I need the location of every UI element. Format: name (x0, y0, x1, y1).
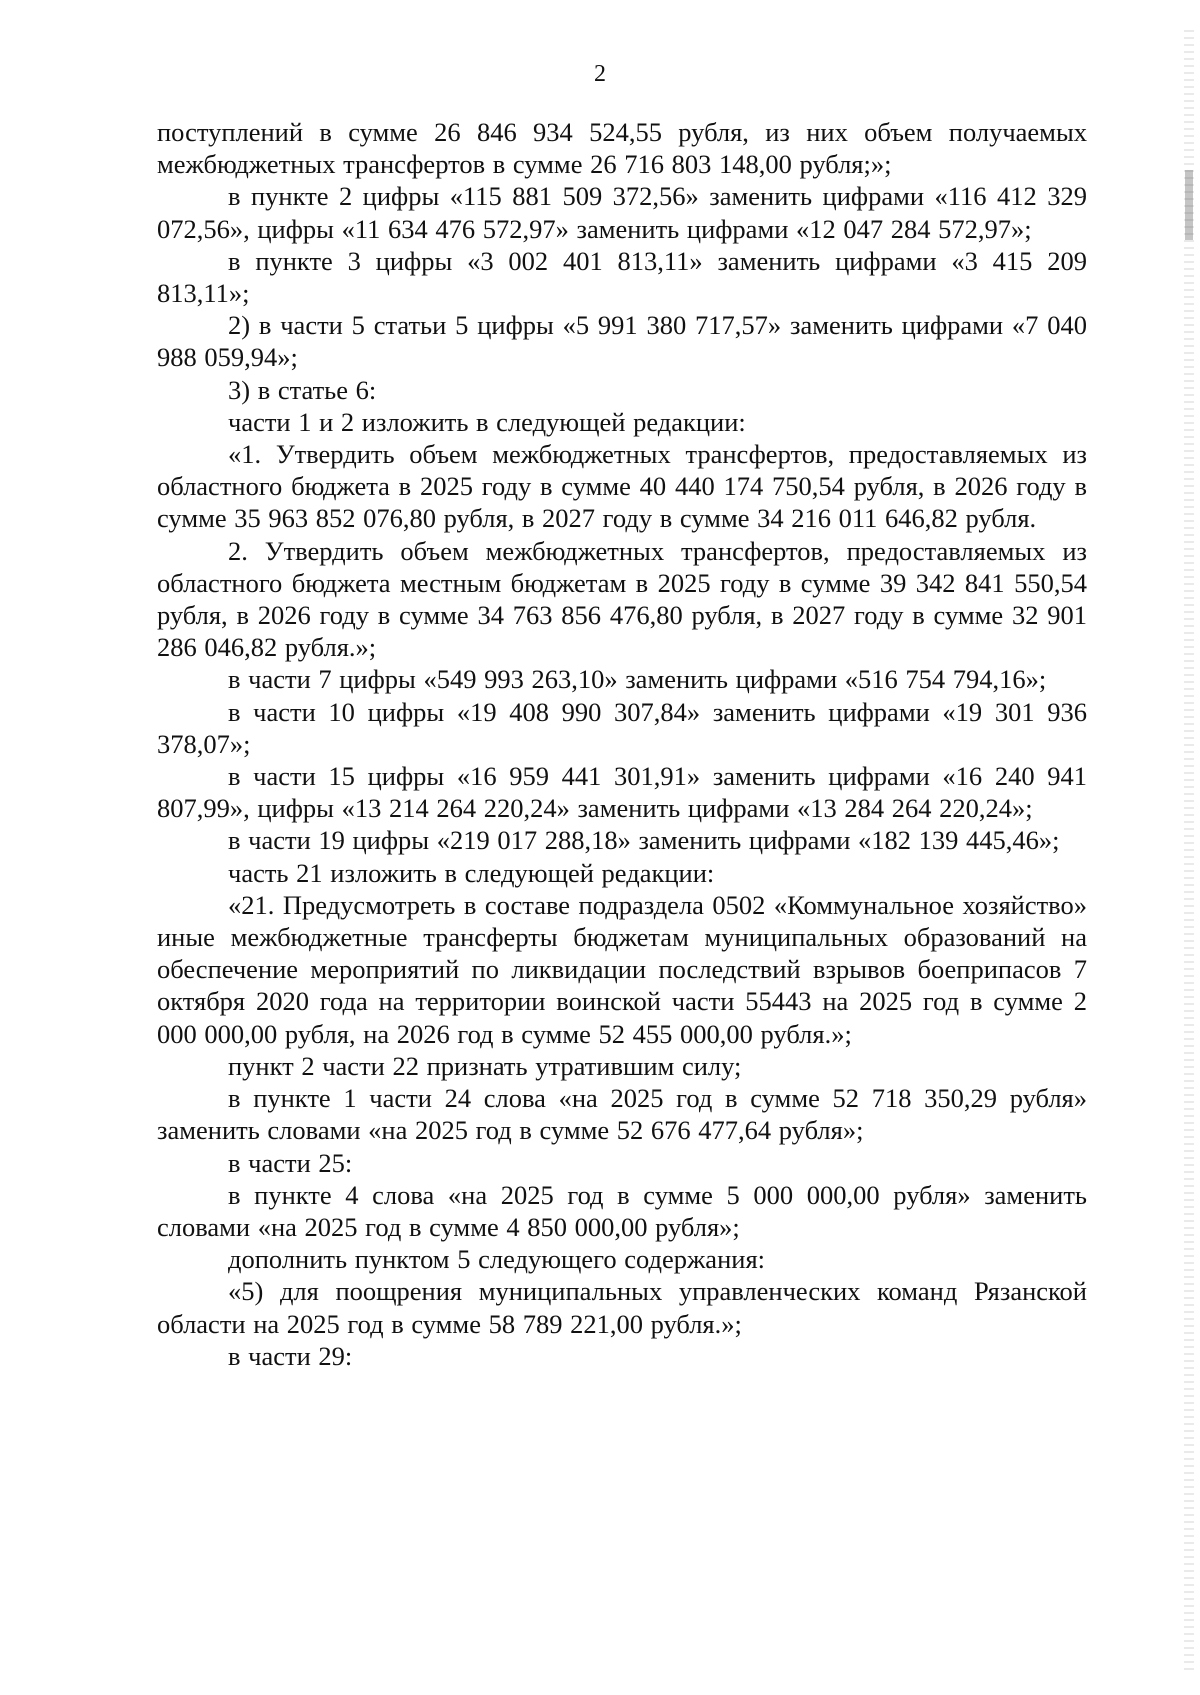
document-body (157, 116, 1087, 1372)
paragraph: дополнить пунктом 5 следующего содержания: (228, 1244, 765, 1275)
paragraph: в части 29: (228, 1340, 353, 1371)
page-number: 2 (594, 61, 606, 87)
paragraph: в пункте 3 цифры «3 002 401 813,11» заменить цифрами «3 415 209 813,11»; (157, 245, 1087, 309)
paragraph: 2. Утвердить объем межбюджетных трансфертов, предоставляемых из областного бюджета местным бюджетам в 2025 году в сумме 39 342 841 550,54 рубля, в 2026 году в сумме 34 763 856 476,80 рубля, в 2027 году в сумме 32 901 286 046,82 рубля.»; (157, 535, 1087, 663)
paragraph: в пункте 2 цифры «115 881 509 372,56» заменить цифрами «116 412 329 072,56», цифры «11 634 476 572,97» заменить цифрами «12 047 284 572,97»; (157, 181, 1087, 244)
scan-edge-artifact (1184, 30, 1194, 1670)
paragraph: часть 21 изложить в следующей редакции: (228, 857, 715, 888)
scan-edge-mark (1185, 170, 1193, 240)
paragraph: поступлений в сумме 26 846 934 524,55 рубля, из них объем получаемых межбюджетных трансфертов в сумме 26 716 803 148,00 рубля;»; (157, 117, 1087, 180)
paragraph: «21. Предусмотреть в составе подраздела 0502 «Коммунальное хозяйство» иные межбюджетные трансферты бюджетам муниципальных образований на обеспечение мероприятий по ликвидации последствий взрывов боеприпасов 7 октября 2020 года на территории воинской части 55443 на 2025 год в сумме 2 000 000,00 рубля, на 2026 год в сумме 52 455 000,00 рубля.»; (157, 889, 1087, 1049)
paragraph: «1. Утвердить объем межбюджетных трансфертов, предоставляемых из областного бюджета в 2025 году в сумме 40 440 174 750,54 рубля, в 2026 году в сумме 35 963 852 076,80 рубля, в 2027 году в сумме 34 216 011 646,82 рубля. (157, 439, 1087, 534)
paragraph: части 1 и 2 изложить в следующей редакции: (228, 406, 746, 437)
paragraph: в части 25: (228, 1147, 353, 1178)
paragraph: в части 10 цифры «19 408 990 307,84» заменить цифрами «19 301 936 378,07»; (157, 696, 1087, 759)
paragraph: 2) в части 5 статьи 5 цифры «5 991 380 717,57» заменить цифрами «7 040 988 059,94»; (157, 310, 1087, 373)
paragraph: в пункте 1 части 24 слова «на 2025 год в сумме 52 718 350,29 рубля» заменить словами «на 2025 год в сумме 52 676 477,64 рубля»; (157, 1083, 1087, 1146)
paragraph: в части 15 цифры «16 959 441 301,91» заменить цифрами «16 240 941 807,99», цифры «13 214 264 220,24» заменить цифрами «13 284 264 220,24»; (157, 761, 1087, 824)
paragraph: в пункте 4 слова «на 2025 год в сумме 5 000 000,00 рубля» заменить словами «на 2025 год в сумме 4 850 000,00 рубля»; (157, 1179, 1087, 1242)
paragraph: в части 19 цифры «219 017 288,18» заменить цифрами «182 139 445,46»; (228, 825, 1060, 856)
paragraph: в части 7 цифры «549 993 263,10» заменить цифрами «516 754 794,16»; (228, 664, 1047, 695)
paragraph: 3) в статье 6: (228, 374, 377, 405)
paragraph: пункт 2 части 22 признать утратившим силу; (228, 1050, 742, 1081)
paragraph: «5) для поощрения муниципальных управленческих команд Рязанской области на 2025 год в сумме 58 789 221,00 рубля.»; (157, 1276, 1087, 1339)
